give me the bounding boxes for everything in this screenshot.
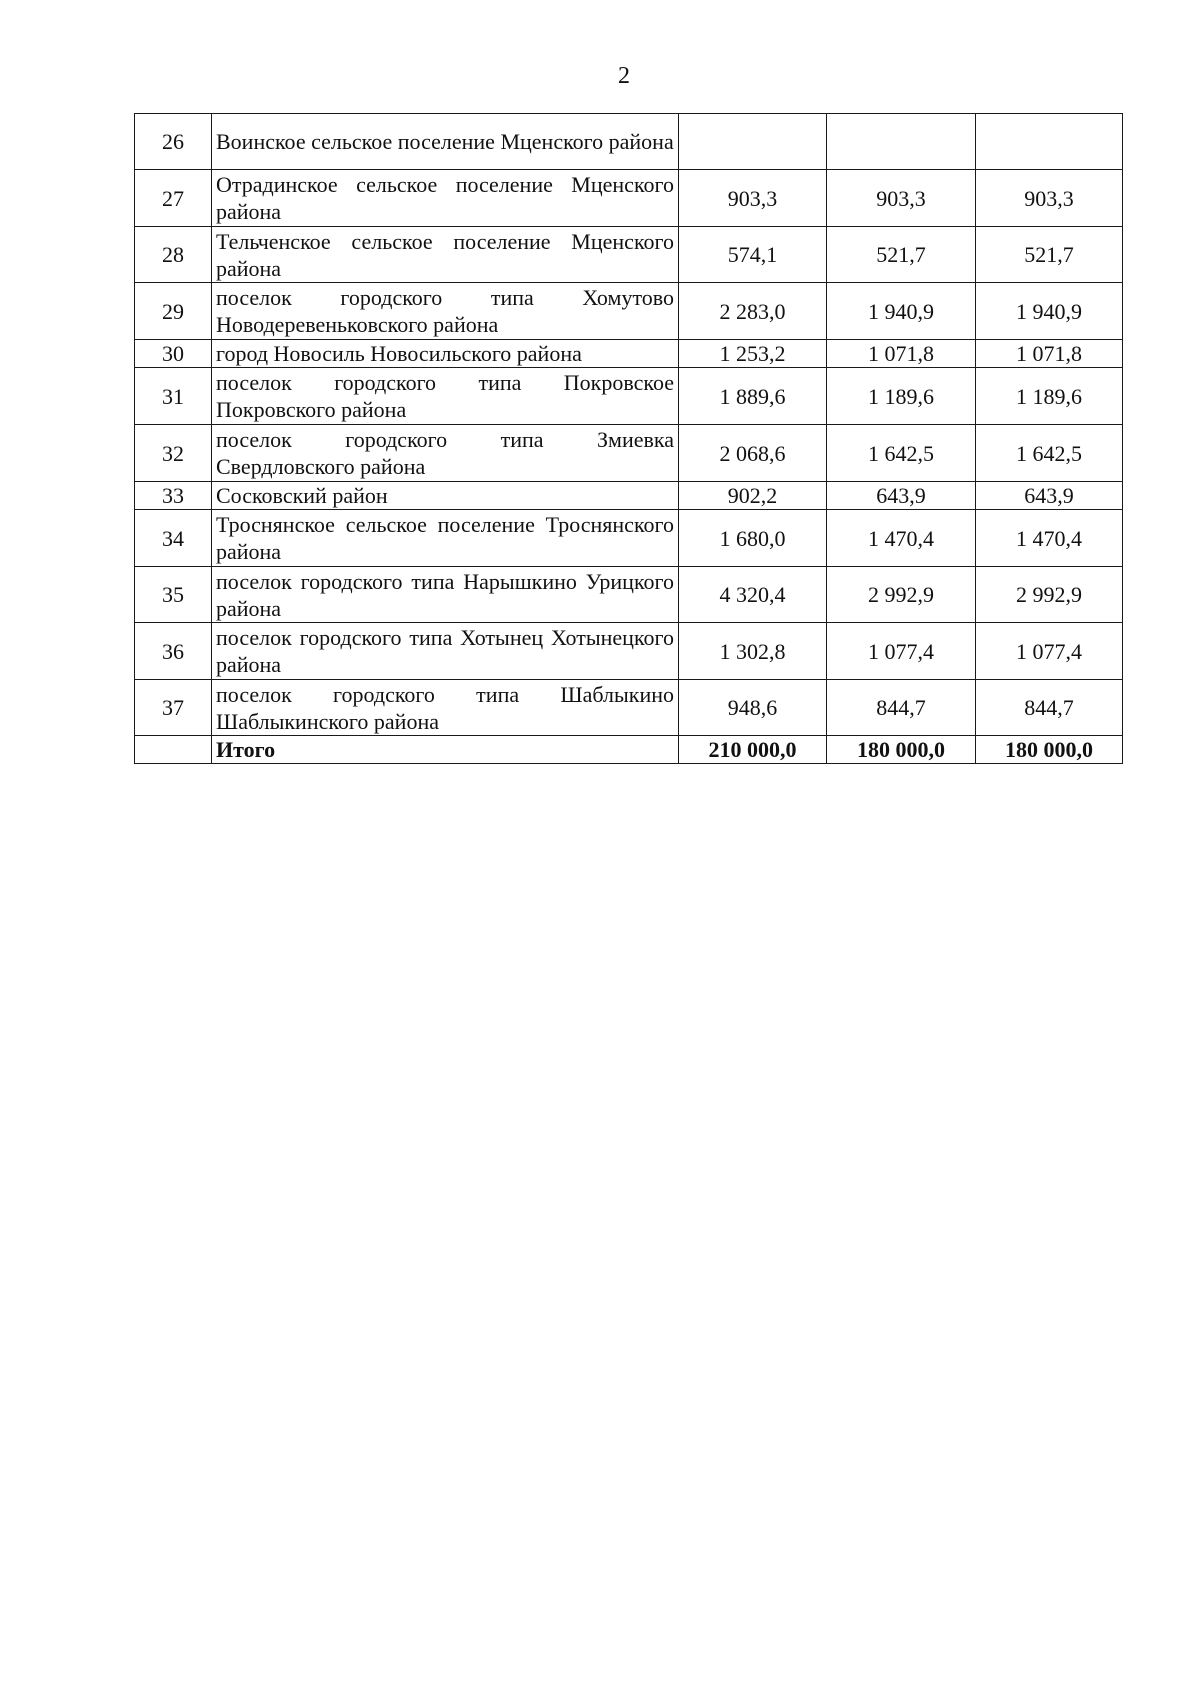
row-number: 28 <box>135 227 212 283</box>
value-cell-3: 1 470,4 <box>976 510 1123 567</box>
value-cell-3: 1 189,6 <box>976 368 1123 425</box>
municipality-name: Тельченское сельское поселение Мценского района <box>212 227 679 283</box>
value-cell-3: 1 071,8 <box>976 340 1123 368</box>
value-cell-2: 1 071,8 <box>827 340 976 368</box>
table-row <box>135 510 1123 567</box>
municipality-name: поселок городского типа Покровское Покровского района <box>212 368 679 425</box>
municipality-name: поселок городского типа Хотынец Хотынецкого района <box>212 623 679 680</box>
total-row <box>135 736 1123 764</box>
value-cell-1: 2 068,6 <box>679 425 827 482</box>
value-cell-1: 1 680,0 <box>679 510 827 567</box>
value-cell-2: 1 077,4 <box>827 623 976 680</box>
table-row <box>135 482 1123 510</box>
municipality-name: город Новосиль Новосильского района <box>212 340 679 368</box>
value-cell-2: 844,7 <box>827 680 976 736</box>
municipality-name: поселок городского типа Нарышкино Урицкого района <box>212 567 679 623</box>
row-number <box>135 736 212 764</box>
value-cell-2: 1 642,5 <box>827 425 976 482</box>
value-cell-3: 643,9 <box>976 482 1123 510</box>
table-row <box>135 567 1123 623</box>
municipality-name: Троснянское сельское поселение Троснянского района <box>212 510 679 567</box>
value-cell-3 <box>976 114 1123 170</box>
row-number: 31 <box>135 368 212 425</box>
municipality-name: Воинское сельское поселение Мценского района <box>212 114 679 170</box>
row-number: 34 <box>135 510 212 567</box>
value-cell-3: 521,7 <box>976 227 1123 283</box>
value-cell-3: 1 940,9 <box>976 283 1123 340</box>
municipality-name: поселок городского типа Шаблыкино Шаблыкинского района <box>212 680 679 736</box>
value-cell-3: 844,7 <box>976 680 1123 736</box>
row-number: 36 <box>135 623 212 680</box>
value-cell-2: 903,3 <box>827 170 976 227</box>
municipality-name: поселок городского типа Хомутово Новодеревеньковского района <box>212 283 679 340</box>
municipality-name: Сосковский район <box>212 482 679 510</box>
total-value-2: 180 000,0 <box>827 736 976 764</box>
table-row <box>135 227 1123 283</box>
row-number: 33 <box>135 482 212 510</box>
value-cell-1: 948,6 <box>679 680 827 736</box>
table-row <box>135 170 1123 227</box>
value-cell-2 <box>827 114 976 170</box>
value-cell-1: 2 283,0 <box>679 283 827 340</box>
value-cell-1: 1 253,2 <box>679 340 827 368</box>
value-cell-1: 902,2 <box>679 482 827 510</box>
value-cell-2: 1 940,9 <box>827 283 976 340</box>
total-value-3: 180 000,0 <box>976 736 1123 764</box>
value-cell-1: 1 889,6 <box>679 368 827 425</box>
table-row <box>135 114 1123 170</box>
value-cell-1: 1 302,8 <box>679 623 827 680</box>
total-value-1: 210 000,0 <box>679 736 827 764</box>
municipality-name: поселок городского типа Змиевка Свердловского района <box>212 425 679 482</box>
row-number: 27 <box>135 170 212 227</box>
row-number: 37 <box>135 680 212 736</box>
value-cell-3: 2 992,9 <box>976 567 1123 623</box>
value-cell-3: 903,3 <box>976 170 1123 227</box>
page-number: 2 <box>618 63 630 89</box>
row-number: 26 <box>135 114 212 170</box>
table-row <box>135 340 1123 368</box>
row-number: 35 <box>135 567 212 623</box>
allocation-table <box>134 113 1123 764</box>
value-cell-1: 4 320,4 <box>679 567 827 623</box>
municipality-name: Отрадинское сельское поселение Мценского района <box>212 170 679 227</box>
value-cell-1 <box>679 114 827 170</box>
value-cell-3: 1 077,4 <box>976 623 1123 680</box>
value-cell-2: 643,9 <box>827 482 976 510</box>
table-row <box>135 368 1123 425</box>
value-cell-2: 521,7 <box>827 227 976 283</box>
table-row <box>135 283 1123 340</box>
row-number: 30 <box>135 340 212 368</box>
value-cell-2: 1 189,6 <box>827 368 976 425</box>
table-row <box>135 425 1123 482</box>
table-row <box>135 680 1123 736</box>
total-label: Итого <box>212 736 679 764</box>
value-cell-1: 574,1 <box>679 227 827 283</box>
value-cell-3: 1 642,5 <box>976 425 1123 482</box>
table-row <box>135 623 1123 680</box>
value-cell-2: 1 470,4 <box>827 510 976 567</box>
value-cell-2: 2 992,9 <box>827 567 976 623</box>
row-number: 29 <box>135 283 212 340</box>
row-number: 32 <box>135 425 212 482</box>
value-cell-1: 903,3 <box>679 170 827 227</box>
